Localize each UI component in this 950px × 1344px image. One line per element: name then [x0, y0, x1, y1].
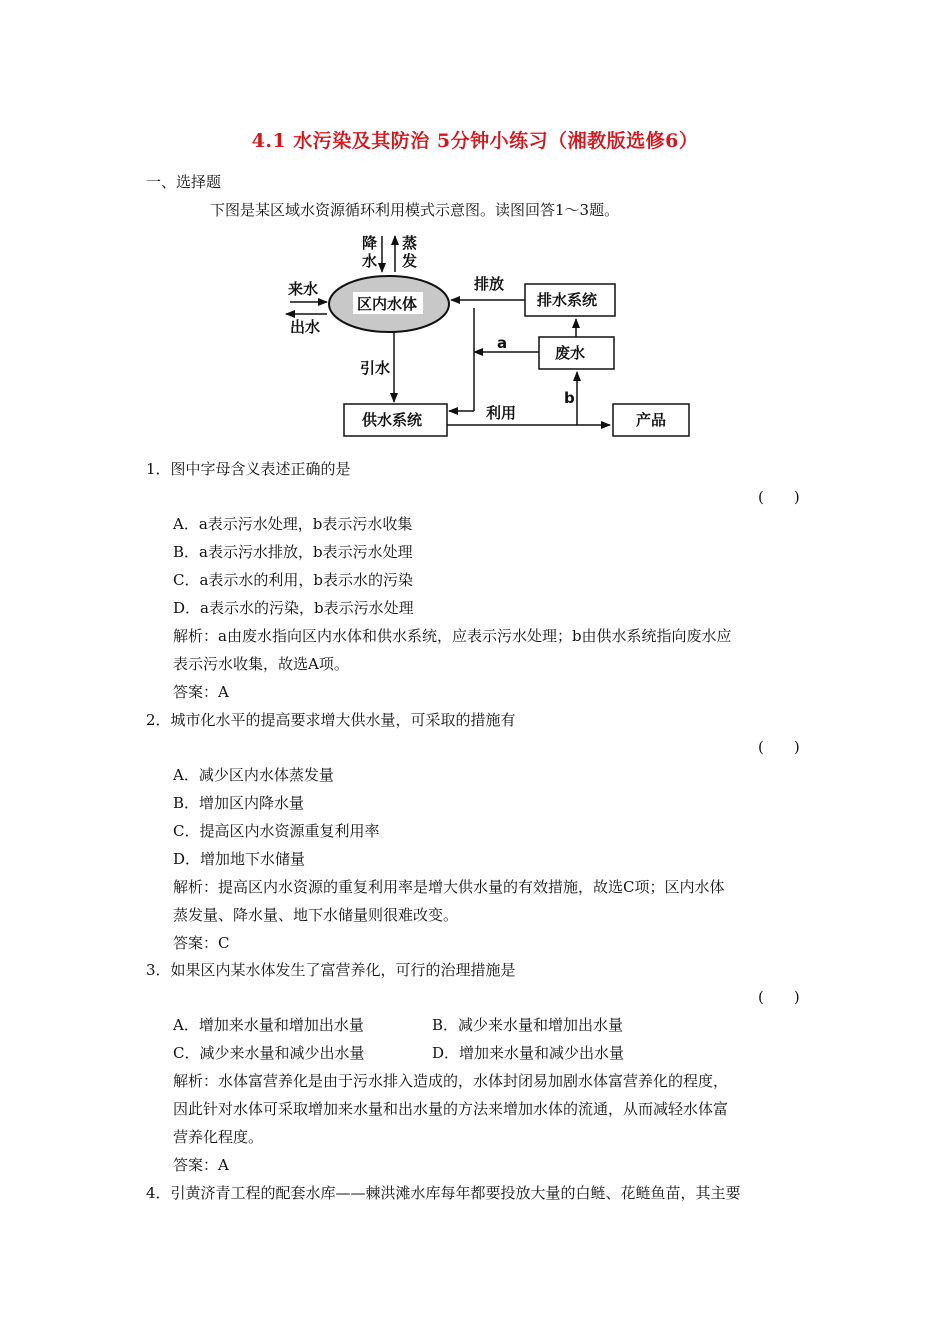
q3-analysis-2: 因此针对水体可采取增加来水量和出水量的方法来增加水体的流通，从而减轻水体富 [173, 1100, 729, 1118]
q1-option-c: C．a表示水的利用，b表示水的污染 [173, 571, 414, 589]
q2-answer: 答案：C [173, 934, 230, 952]
q3-option-b: B．减少来水量和增加出水量 [432, 1016, 624, 1034]
water-body-label: 区内水体 [357, 295, 418, 313]
q3-stem: 3．如果区内某水体发生了富营养化，可行的治理措施是 [146, 961, 516, 979]
q2-paren: ( ) [758, 738, 800, 756]
drainage-label: 排水系统 [537, 291, 598, 309]
evap-char-2: 发 [402, 252, 418, 270]
q2-stem: 2．城市化水平的提高要求增大供水量，可采取的措施有 [146, 711, 516, 729]
product-label: 产品 [636, 411, 667, 429]
evap-char-1: 蒸 [402, 234, 418, 252]
q3-option-c: C．减少来水量和减少出水量 [173, 1044, 365, 1062]
section-heading: 一、选择题 [146, 173, 222, 191]
wastewater-label: 废水 [555, 344, 586, 362]
discharge-label: 排放 [474, 275, 505, 293]
q3-option-d: D．增加来水量和减少出水量 [432, 1044, 625, 1062]
q2-option-a: A．减少区内水体蒸发量 [173, 766, 334, 784]
supply-label: 供水系统 [362, 411, 423, 429]
q2-analysis-2: 蒸发量、降水量、地下水储量则很难改变。 [173, 906, 459, 924]
q2-analysis-1: 解析：提高区内水资源的重复利用率是增大供水量的有效措施，故选C项；区内水体 [173, 878, 725, 896]
q3-paren: ( ) [758, 988, 800, 1006]
q2-option-c: C．提高区内水资源重复利用率 [173, 822, 380, 840]
page-title: 4.1 水污染及其防治 5分钟小练习（湘教版选修6） [251, 130, 699, 152]
q1-stem: 1．图中字母含义表述正确的是 [146, 460, 351, 478]
intro-text: 下图是某区域水资源循环利用模式示意图。读图回答1～3题。 [210, 201, 620, 219]
outflow-label: 出水 [290, 318, 321, 336]
q3-option-a: A．增加来水量和增加出水量 [173, 1016, 364, 1034]
inflow-label: 来水 [288, 280, 319, 298]
q4-stem: 4．引黄济青工程的配套水库——棘洪滩水库每年都要投放大量的白鲢、花鲢鱼苗，其主要 [146, 1184, 741, 1202]
label-b: b [564, 389, 575, 407]
label-a: a [497, 334, 508, 352]
intake-label: 引水 [360, 359, 391, 377]
water-cycle-diagram [0, 228, 950, 448]
q1-analysis-1: 解析：a由废水指向区内水体和供水系统，应表示污水处理；b由供水系统指向废水应 [173, 627, 732, 645]
q1-option-a: A．a表示污水处理，b表示污水收集 [173, 515, 413, 533]
q1-option-d: D．a表示水的污染，b表示污水处理 [173, 599, 414, 617]
q3-analysis-3: 营养化程度。 [173, 1128, 264, 1146]
q1-option-b: B．a表示污水排放，b表示污水处理 [173, 543, 413, 561]
q2-option-b: B．增加区内降水量 [173, 794, 305, 812]
q2-option-d: D．增加地下水储量 [173, 850, 306, 868]
use-label: 利用 [486, 404, 517, 422]
q1-paren: ( ) [758, 488, 800, 506]
precip-char-1: 降 [362, 234, 378, 252]
precip-char-2: 水 [362, 252, 378, 270]
q1-analysis-2: 表示污水收集，故选A项。 [173, 655, 349, 673]
q3-analysis-1: 解析：水体富营养化是由于污水排入造成的，水体封闭易加剧水体富营养化的程度， [173, 1072, 729, 1090]
q1-answer: 答案：A [173, 683, 229, 701]
q3-answer: 答案：A [173, 1156, 229, 1174]
